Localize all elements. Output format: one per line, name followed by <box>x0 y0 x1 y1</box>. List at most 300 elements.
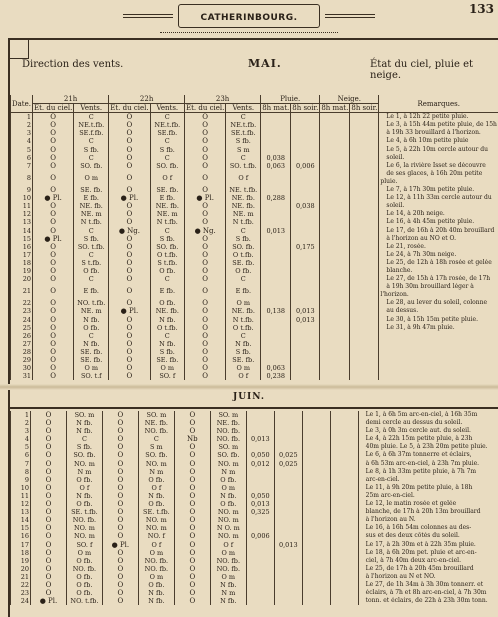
rain-morning-cell <box>261 129 291 137</box>
table-row <box>11 202 498 210</box>
remark-cell: blanche, de 17h à 20h 13m brouillard <box>358 508 498 516</box>
table-row <box>11 340 498 348</box>
rain-evening-cell <box>291 186 320 194</box>
snow-morning-cell <box>320 162 350 170</box>
snow-morning-cell <box>320 316 350 324</box>
wind-22-cell: SO. fb. <box>150 243 184 251</box>
sky-21-cell: O <box>30 411 66 419</box>
sky-22-cell: O <box>109 348 150 356</box>
snow-evening-cell <box>330 573 358 581</box>
wind-23-cell: S fb. <box>226 235 261 243</box>
wind-22-cell: NO. m <box>138 516 174 524</box>
sky-21-cell: O <box>30 581 66 589</box>
sky-22-cell: O <box>109 372 150 380</box>
remark-cell: Le 17, de 16h à 20h 40m brouillard <box>379 227 498 235</box>
wind-23-cell: S fb. <box>226 348 261 356</box>
date-cell: 30 <box>11 364 33 372</box>
sky-21-cell: O <box>32 340 73 348</box>
wind-22-cell: O fb. <box>138 476 174 484</box>
remark-cell: Le 24, à 7h 30m neige. <box>379 251 498 259</box>
rain-evening-cell <box>291 121 320 129</box>
sky-23-cell: O <box>174 516 210 524</box>
remark-cell: Le 12, à 11h 33m cercle autour du <box>379 194 498 202</box>
wind-21-cell: O fb. <box>66 500 102 508</box>
snow-morning-cell <box>320 283 350 299</box>
snow-evening-cell <box>330 419 358 427</box>
table-row <box>11 259 498 267</box>
sky-23-cell: O <box>185 275 226 283</box>
rain-evening-cell: 0,013 <box>291 307 320 315</box>
wind-22-cell: S fb. <box>150 235 184 243</box>
wind-21-cell: C <box>74 113 109 122</box>
sky-23-cell: O <box>174 468 210 476</box>
rain-morning-cell: 0,050 <box>246 451 274 459</box>
table-row <box>11 581 498 589</box>
snow-evening-cell <box>330 581 358 589</box>
wind-23-cell: SO. t.fb. <box>226 162 261 170</box>
sky-21-cell: O <box>32 137 73 145</box>
rain-evening-cell <box>274 581 302 589</box>
snow-evening-cell <box>330 557 358 565</box>
snow-evening-cell <box>330 541 358 549</box>
wind-21-cell: N m <box>66 468 102 476</box>
snow-evening-cell <box>330 451 358 459</box>
snow-morning-cell <box>302 516 330 524</box>
snow-morning-cell <box>320 307 350 315</box>
wind-23-cell: N fb. <box>210 492 246 500</box>
sky-21-cell: O <box>32 210 73 218</box>
month-heading: MAI. <box>248 57 282 70</box>
snow-evening-cell <box>350 307 379 315</box>
sky-23-cell: O <box>185 121 226 129</box>
wind-22-cell: O f <box>138 484 174 492</box>
remarks-header: Remarques. <box>379 95 498 113</box>
remark-cell: Le 6, à 6h 37m tonnerre et éclairs, <box>358 451 498 459</box>
wind-22-cell: C <box>150 154 184 162</box>
banner-flourish <box>160 26 338 33</box>
wind-22-cell: SE. fb. <box>150 356 184 364</box>
snow-morning-cell <box>320 218 350 226</box>
snow-evening-cell <box>350 316 379 324</box>
table-row <box>11 500 498 508</box>
date-cell: 20 <box>11 275 33 283</box>
wind-21-cell: SO. f <box>66 541 102 549</box>
wind-21-cell: NO. fb. <box>66 516 102 524</box>
sky-22-cell: O <box>109 218 150 226</box>
table-row <box>11 251 498 259</box>
sky-state-heading: État du ciel, pluie et neige. <box>370 59 498 81</box>
sky-23-cell: O <box>185 243 226 251</box>
wind-22-cell: NE.t.fb. <box>150 121 184 129</box>
date-cell: 6 <box>11 154 33 162</box>
snow-morning-cell <box>302 492 330 500</box>
snow-morning-cell <box>320 251 350 259</box>
table-row <box>11 218 498 226</box>
sky-23-cell: O <box>174 492 210 500</box>
table-row <box>11 162 498 170</box>
date-cell: 14 <box>11 516 31 524</box>
wind-21-cell: SO. m <box>66 411 102 419</box>
snow-morning-cell <box>320 186 350 194</box>
remark-cell: au dessus. <box>379 307 498 315</box>
wind-21-cell: NE. m <box>74 307 109 315</box>
table-row <box>11 267 498 275</box>
hour-23-header: 23h <box>185 95 261 104</box>
snow-morning-cell <box>302 541 330 549</box>
rain-evening-cell <box>291 340 320 348</box>
wind-23-cell: N fb. <box>226 340 261 348</box>
sky-23-cell: O <box>185 332 226 340</box>
sky-22-cell: O <box>102 443 138 451</box>
page-number: 133 <box>469 2 494 16</box>
sky-23-cell: O <box>174 443 210 451</box>
sky-23-cell: O <box>185 364 226 372</box>
wind-21-cell: O m <box>74 170 109 186</box>
date-cell: 26 <box>11 332 33 340</box>
sky-21-cell: O <box>30 484 66 492</box>
date-cell: 16 <box>11 243 33 251</box>
wind-subheader: Vents. <box>74 104 109 113</box>
remark-cell: de ses glaces, à 16h 20m petite pluie. <box>379 170 498 186</box>
wind-23-cell: NO. fb. <box>210 565 246 573</box>
wind-21-cell: SO. t.fb. <box>74 243 109 251</box>
rain-morning-cell: 0,013 <box>246 500 274 508</box>
date-cell: 12 <box>11 210 33 218</box>
sky-21-cell: O <box>32 267 73 275</box>
rain-morning-cell <box>261 146 291 154</box>
rain-morning-cell <box>246 476 274 484</box>
rain-morning-cell <box>246 589 274 597</box>
remark-cell: Le 16, à 16h 54m colonnes au des- <box>358 524 498 532</box>
rain-morning-cell <box>246 516 274 524</box>
snow-morning-cell <box>320 146 350 154</box>
date-cell: 5 <box>11 146 33 154</box>
snow-evening-cell <box>350 283 379 299</box>
wind-22-cell: O fb. <box>138 500 174 508</box>
rain-evening-cell <box>274 516 302 524</box>
rain-evening-cell <box>274 524 302 532</box>
rain-morning-cell <box>261 332 291 340</box>
wind-23-cell: N m <box>210 468 246 476</box>
wind-22-cell: O f <box>150 170 184 186</box>
rain-evening-cell <box>291 283 320 299</box>
sky-23-cell: O <box>174 476 210 484</box>
rain-morning-cell <box>261 283 291 299</box>
date-cell: 7 <box>11 460 31 468</box>
snow-morning-cell <box>302 549 330 557</box>
snow-evening-cell <box>350 202 379 210</box>
snow-morning-cell <box>302 419 330 427</box>
date-cell: 28 <box>11 348 33 356</box>
rain-morning-cell <box>261 121 291 129</box>
sky-22-cell: ● Pl. <box>102 541 138 549</box>
table-row <box>11 524 498 532</box>
wind-22-cell: C <box>138 435 174 443</box>
wind-22-cell: S t.fb. <box>150 259 184 267</box>
sky-21-cell: ● Pl. <box>32 235 73 243</box>
snow-morning-cell <box>320 210 350 218</box>
june-table <box>10 411 498 605</box>
wind-21-cell: C <box>74 227 109 235</box>
table-row <box>11 532 498 540</box>
remark-cell: à 19h 33 brouillard à l'horizon. <box>379 129 498 137</box>
remark-cell: Le 1, à 12h 22 petite pluie. <box>379 113 498 122</box>
table-row <box>11 275 498 283</box>
snow-evening-cell <box>330 597 358 605</box>
sky-23-cell: O <box>185 340 226 348</box>
rain-morning-cell <box>261 316 291 324</box>
sky-22-cell: ● Pl. <box>109 307 150 315</box>
snow-morning-cell <box>320 227 350 235</box>
rain-evening-cell <box>291 259 320 267</box>
date-cell: 12 <box>11 500 31 508</box>
sky-21-cell: O <box>32 275 73 283</box>
sky-21-cell: O <box>32 121 73 129</box>
sky-22-cell: O <box>102 460 138 468</box>
section-heading <box>10 55 498 75</box>
wind-23-cell: NO. fb. <box>210 435 246 443</box>
table-row <box>11 411 498 419</box>
rain-morning-cell <box>261 299 291 307</box>
date-cell: 22 <box>11 299 33 307</box>
wind-21-cell: O m <box>74 364 109 372</box>
snow-morning-cell <box>302 460 330 468</box>
wind-22-cell: NE. fb. <box>150 307 184 315</box>
table-row <box>11 235 498 243</box>
sky-22-cell: O <box>109 210 150 218</box>
rain-morning-cell <box>246 443 274 451</box>
sky-21-cell: O <box>32 332 73 340</box>
snow-morning-cell <box>320 170 350 186</box>
evening-subheader: 8h soir. <box>350 104 379 113</box>
may-table <box>10 95 498 380</box>
sky-23-cell: O <box>185 154 226 162</box>
wind-23-cell: SO. m <box>210 411 246 419</box>
rain-evening-cell: 0,025 <box>274 460 302 468</box>
sky-21-cell: O <box>30 460 66 468</box>
sky-23-cell: ● Pl. <box>185 194 226 202</box>
rain-morning-cell <box>246 419 274 427</box>
wind-22-cell: O t.fb. <box>150 251 184 259</box>
wind-22-cell: NE. m <box>150 210 184 218</box>
rain-morning-cell <box>261 267 291 275</box>
snow-morning-cell <box>302 581 330 589</box>
wind-22-cell: SO. fb. <box>150 162 184 170</box>
wind-23-cell: C <box>226 154 261 162</box>
table-row <box>11 307 498 315</box>
snow-evening-cell <box>350 186 379 194</box>
date-cell: 18 <box>11 259 33 267</box>
remark-cell: Le 1, à 6h 5m arc-en-ciel, à 16h 35m <box>358 411 498 419</box>
wind-23-cell: O f <box>210 541 246 549</box>
snow-morning-cell <box>302 435 330 443</box>
snow-evening-cell <box>330 492 358 500</box>
sky-22-cell: O <box>109 299 150 307</box>
date-cell: 14 <box>11 227 33 235</box>
date-cell: 8 <box>11 468 31 476</box>
sky-23-cell: O <box>185 324 226 332</box>
rain-morning-cell <box>261 275 291 283</box>
remark-cell: Le 5, à 22h 10m cercle autour du <box>379 146 498 154</box>
sky-21-cell: O <box>30 419 66 427</box>
wind-22-cell: NE. fb. <box>150 202 184 210</box>
rain-morning-cell <box>261 251 291 259</box>
rain-morning-cell <box>261 243 291 251</box>
wind-23-cell: C <box>226 113 261 122</box>
wind-21-cell: N fb. <box>74 316 109 324</box>
sky-22-cell: O <box>109 186 150 194</box>
table-row <box>11 186 498 194</box>
sky-22-cell: O <box>109 356 150 364</box>
date-cell: 17 <box>11 251 33 259</box>
date-cell: 11 <box>11 202 33 210</box>
wind-23-cell: NO. fb. <box>210 557 246 565</box>
wind-21-cell: N t.fb. <box>74 218 109 226</box>
sky-23-cell: ● Ng. <box>185 227 226 235</box>
wind-22-cell: N t.fb. <box>150 218 184 226</box>
rain-evening-cell <box>274 557 302 565</box>
rain-morning-cell <box>261 235 291 243</box>
sky-22-cell: O <box>102 451 138 459</box>
wind-21-cell: C <box>74 154 109 162</box>
remark-cell: Le 4, à 22h 15m petite pluie, à 23h <box>358 435 498 443</box>
sky-22-cell: O <box>109 259 150 267</box>
snow-evening-cell <box>350 227 379 235</box>
wind-21-cell: C <box>74 332 109 340</box>
snow-evening-cell <box>330 532 358 540</box>
wind-21-cell: SO. t.f <box>74 372 109 380</box>
snow-evening-cell <box>350 267 379 275</box>
wind-23-cell: SO. fb. <box>210 451 246 459</box>
sky-23-cell: O <box>174 589 210 597</box>
wind-23-cell: SE. fb. <box>226 356 261 364</box>
remark-cell: Le 3, à 0h 3m cercle aut. du soleil. <box>358 427 498 435</box>
remark-cell: Le 25, de 12h à 18h rosée et gelée <box>379 259 498 267</box>
remark-cell: blanche. <box>379 267 498 275</box>
rain-morning-cell <box>261 202 291 210</box>
table-row <box>11 549 498 557</box>
sky-state-subheader: Ét. du ciel. <box>185 104 226 113</box>
snow-evening-cell <box>350 340 379 348</box>
table-row <box>11 468 498 476</box>
sky-21-cell: O <box>30 557 66 565</box>
sky-22-cell: O <box>109 113 150 122</box>
remark-cell: Le 28, au lever du soleil, colonne <box>379 299 498 307</box>
sky-23-cell: O <box>174 460 210 468</box>
sky-23-cell: O <box>185 202 226 210</box>
wind-22-cell: N fb. <box>150 316 184 324</box>
sky-23-cell: O <box>174 484 210 492</box>
sky-23-cell: O <box>174 500 210 508</box>
wind-21-cell: O fb. <box>66 476 102 484</box>
wind-23-cell: O t.fb. <box>226 251 261 259</box>
snow-morning-cell <box>320 154 350 162</box>
sky-22-cell: O <box>109 316 150 324</box>
wind-22-cell: O fb. <box>138 581 174 589</box>
sky-23-cell: O <box>174 565 210 573</box>
table-row <box>11 476 498 484</box>
wind-23-cell: NO. m <box>210 508 246 516</box>
date-cell: 9 <box>11 476 31 484</box>
table-row <box>11 121 498 129</box>
wind-23-cell: NO. m <box>210 460 246 468</box>
date-cell: 3 <box>11 129 33 137</box>
sky-21-cell: O <box>30 516 66 524</box>
sky-21-cell: O <box>30 451 66 459</box>
wind-21-cell: SE. fb. <box>74 356 109 364</box>
date-cell: 3 <box>11 427 31 435</box>
wind-21-cell: NE. fb. <box>74 202 109 210</box>
table-row <box>11 460 498 468</box>
wind-22-cell: C <box>150 137 184 145</box>
remark-cell: ciel, à 7h 40m deux arc-en-ciel. <box>358 557 498 565</box>
wind-22-cell: SO. m <box>138 411 174 419</box>
may-rows <box>11 113 498 381</box>
date-cell: 19 <box>11 267 33 275</box>
sky-21-cell: O <box>30 565 66 573</box>
wind-21-cell: E fb. <box>74 283 109 299</box>
wind-23-cell: N fb. <box>210 597 246 605</box>
rain-evening-cell <box>274 549 302 557</box>
sky-21-cell: O <box>32 307 73 315</box>
sky-21-cell: O <box>30 573 66 581</box>
snow-evening-cell <box>330 549 358 557</box>
remark-cell: Le 18, à 6h 20m pet. pluie et arc-en- <box>358 549 498 557</box>
sky-23-cell: O <box>174 419 210 427</box>
sky-23-cell: O <box>185 170 226 186</box>
sky-23-cell: O <box>185 307 226 315</box>
rain-evening-cell <box>274 500 302 508</box>
sky-22-cell: O <box>109 235 150 243</box>
wind-21-cell: O m <box>66 549 102 557</box>
wind-22-cell: SE.fb. <box>150 129 184 137</box>
wind-22-cell: N fb. <box>138 492 174 500</box>
sky-22-cell: O <box>109 146 150 154</box>
wind-21-cell: C <box>74 251 109 259</box>
wind-22-cell: O m <box>150 364 184 372</box>
sky-21-cell: O <box>32 364 73 372</box>
sky-22-cell: ● Pl. <box>109 194 150 202</box>
table-row <box>11 443 498 451</box>
rain-evening-cell <box>274 443 302 451</box>
snow-evening-cell <box>330 435 358 443</box>
rain-morning-cell <box>246 565 274 573</box>
sky-23-cell: O <box>185 162 226 170</box>
wind-22-cell: NO. m <box>138 524 174 532</box>
table-row <box>11 170 498 186</box>
sky-21-cell: O <box>32 348 73 356</box>
rain-evening-cell <box>291 227 320 235</box>
rain-morning-cell: 0,012 <box>246 460 274 468</box>
snow-evening-cell <box>330 589 358 597</box>
date-cell: 1 <box>11 113 33 122</box>
wind-22-cell: NO. fb. <box>138 565 174 573</box>
remark-cell: Le 8, à 1h 33m petite pluie, à 7h 7m <box>358 468 498 476</box>
wind-direction-heading: Direction des vents. <box>22 59 123 70</box>
rain-morning-cell <box>261 218 291 226</box>
table-row <box>11 541 498 549</box>
date-cell: 2 <box>11 121 33 129</box>
snow-morning-cell <box>320 202 350 210</box>
sky-21-cell: O <box>30 532 66 540</box>
morning-subheader: 8h mat. <box>261 104 291 113</box>
sky-21-cell: O <box>32 251 73 259</box>
snow-evening-cell <box>350 218 379 226</box>
wind-21-cell: O fb. <box>66 557 102 565</box>
snow-morning-cell <box>302 476 330 484</box>
snow-evening-cell <box>350 146 379 154</box>
wind-22-cell: SE. fb. <box>150 186 184 194</box>
